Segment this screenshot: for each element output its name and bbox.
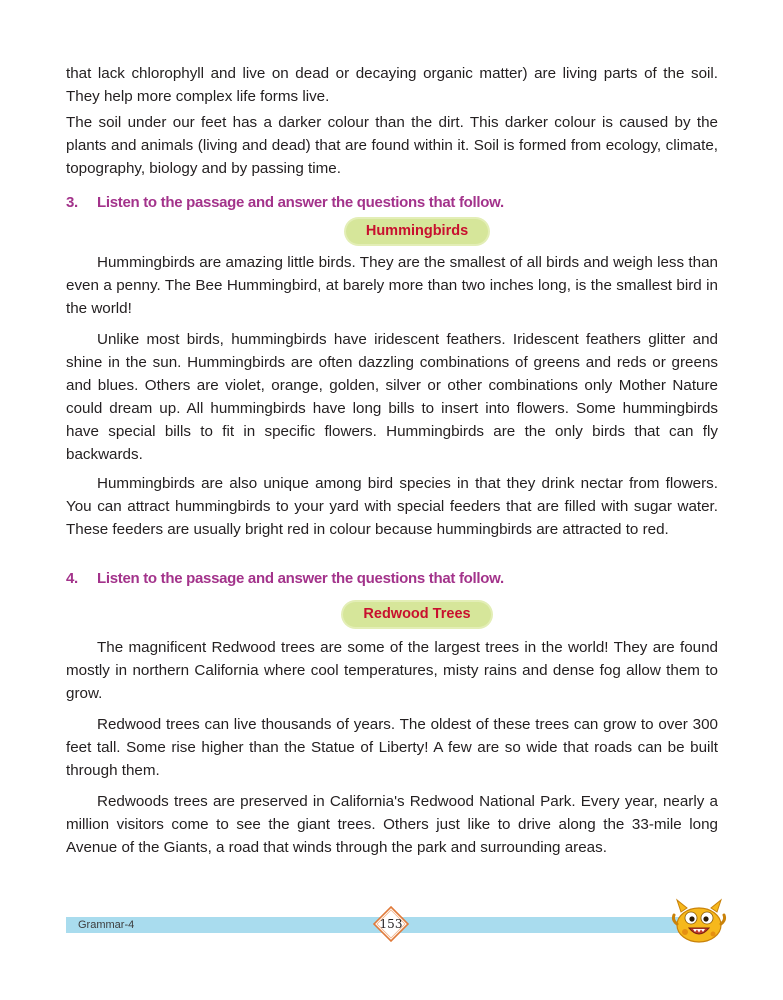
- footer-book-title: Grammar-4: [78, 919, 135, 931]
- passage-paragraph: Hummingbirds are also unique among bird species in that they drink nectar from flowers. You can attract hummingbirds to your yard with special feeders that are filled with sugar water. These feeders are usually bright red in colour because hummingbirds are attracted to red.: [66, 475, 718, 538]
- question-number: 4.: [66, 570, 78, 587]
- question-heading: [66, 192, 718, 214]
- section-hummingbirds: [66, 192, 718, 541]
- section-redwood-trees: [66, 568, 718, 859]
- passage-paragraph: Redwood trees can live thousands of years. The oldest of these trees can grow to over 300 feet tall. Some rise higher than the Statue of Liberty! A few are so wide that roads can be built through them.: [66, 716, 718, 779]
- passage-title: Redwood Trees: [343, 602, 490, 627]
- mascot-monster-icon: [671, 896, 727, 944]
- passage-paragraph: Unlike most birds, hummingbirds have iridescent feathers. Iridescent feathers glitter and shine in the sun. Hummingbirds are often dazzling combinations of greens and reds or greens and blues. Others are violet, orange, golden, silver or other combinations only Mother Nature could dream up. All hummingbirds have long bills to insert into flowers. Some hummingbirds have special bills to fit in specific flowers. Hummingbirds are the only birds that can fly backwards.: [66, 331, 718, 463]
- question-instruction: Listen to the passage and answer the questions that follow.: [97, 570, 504, 587]
- passage-title: Hummingbirds: [346, 219, 488, 244]
- passage-paragraph: Redwoods trees are preserved in California's Redwood National Park. Every year, nearly a million visitors come to see the giant trees. Others just like to drive along the 33-mile long Avenue of the Giants, a road that winds through the park and surrounding areas.: [66, 793, 718, 856]
- question-heading: [66, 568, 718, 590]
- intro-paragraph-2: The soil under our feet has a darker colour than the dirt. This darker colour is caused by the plants and animals (living and dead) that are found within it. Soil is formed from ecology, climate, topography, biology and by passing time.: [66, 114, 718, 177]
- passage-paragraph: The magnificent Redwood trees are some of the largest trees in the world! They are found mostly in northern California where cool temperatures, misty rains and dense fog allow them to grow.: [66, 639, 718, 702]
- page-number: 153: [379, 917, 403, 931]
- question-number: 3.: [66, 194, 78, 211]
- passage-paragraph: Hummingbirds are amazing little birds. They are the smallest of all birds and weigh less than even a penny. The Bee Hummingbird, at barely more than two inches long, is the smallest bird in the world!: [66, 254, 718, 317]
- page-content: [66, 62, 718, 859]
- question-instruction: Listen to the passage and answer the questions that follow.: [97, 194, 504, 211]
- intro-paragraph-1: that lack chlorophyll and live on dead or decaying organic matter) are living parts of the soil. They help more complex life forms live.: [66, 65, 718, 105]
